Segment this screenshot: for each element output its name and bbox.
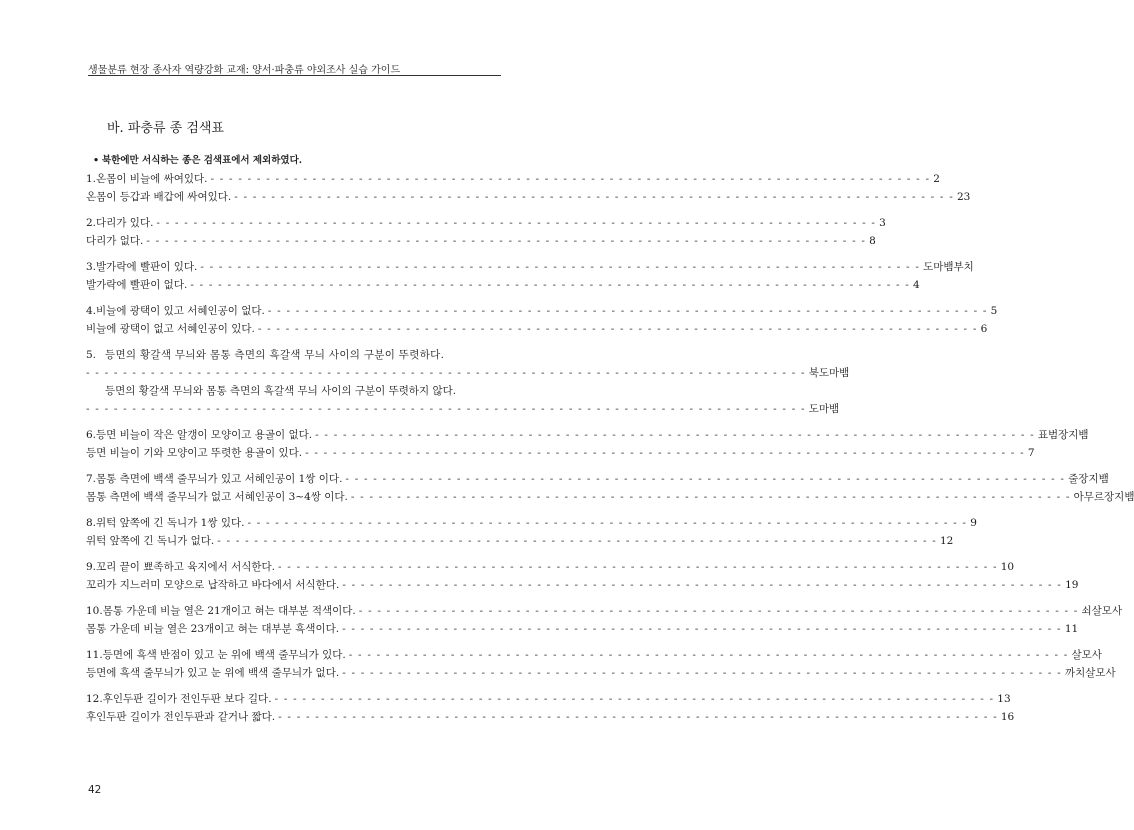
couplet-destination: 10 — [1000, 561, 1015, 573]
page-number: 42 — [88, 784, 102, 796]
couplet-destination: 7 — [1027, 447, 1035, 459]
couplet-text: 등면의 황갈색 무늬와 몸통 측면의 흑갈색 무늬 사이의 구분이 뚜렷하다. — [105, 349, 445, 361]
couplet-b — [86, 708, 1015, 726]
couplet-b — [86, 532, 954, 550]
dot-leader: - - - - - - - - - - - - - - - - - - - - - - - - - - - - - - - - - - - - - - - - - - - - - - - - - - - - - - - - - - - - - - - - - - - - - - - - - - - - - - — [200, 261, 921, 273]
couplet-destination: 북도마뱀 — [808, 367, 850, 379]
couplet-a — [86, 258, 974, 276]
couplet-number: 8. — [86, 517, 97, 529]
couplet-number: 12. — [86, 693, 103, 705]
couplet-b — [86, 276, 920, 294]
dot-leader: - - - - - - - - - - - - - - - - - - - - - - - - - - - - - - - - - - - - - - - - - - - - - - - - - - - - - - - - - - - - - - - - - - - - - - - - - - - - - - — [234, 191, 954, 203]
key-entry-12 — [86, 690, 1015, 726]
couplet-text: 비늘에 광택이 있고 서혜인공이 없다. — [96, 305, 265, 317]
couplet-number: 3. — [86, 261, 97, 273]
couplet-destination: 표범장지뱀 — [1037, 429, 1089, 441]
dot-leader: - - - - - - - - - - - - - - - - - - - - - - - - - - - - - - - - - - - - - - - - - - - - - - - - - - - - - - - - - - - - - - - - - - - - - - - - - - - - - - — [348, 649, 1069, 661]
dot-leader: - - - - - - - - - - - - - - - - - - - - - - - - - - - - - - - - - - - - - - - - - - - - - - - - - - - - - - - - - - - - - - - - - - - - - - - - - - - - - - — [278, 561, 998, 573]
dot-leader: - - - - - - - - - - - - - - - - - - - - - - - - - - - - - - - - - - - - - - - - - - - - - - - - - - - - - - - - - - - - - - - - - - - - - - - - - - - - - - — [358, 605, 1079, 617]
note — [93, 152, 302, 166]
dot-leader: - - - - - - - - - - - - - - - - - - - - - - - - - - - - - - - - - - - - - - - - - - - - - - - - - - - - - - - - - - - - - - - - - - - - - - - - - - - - - - — [86, 367, 806, 379]
couplet-destination: 5 — [990, 305, 998, 317]
couplet-number: 7. — [86, 473, 97, 485]
couplet-destination: 4 — [913, 279, 920, 291]
key-entry-2 — [86, 214, 886, 250]
couplet-text: 몸통 측면에 백색 줄무늬가 있고 서혜인공이 1쌍 이다. — [96, 473, 343, 485]
key-entry-11 — [86, 646, 1116, 682]
couplet-number: 1. — [86, 173, 97, 185]
couplet-text: 다리가 없다. — [86, 235, 144, 247]
couplet-text: 등면 비늘이 기와 모양이고 뚜렷한 용골이 있다. — [86, 447, 303, 459]
key-entry-8 — [86, 514, 977, 550]
couplet-destination: 아무르장지뱀 — [1073, 491, 1134, 503]
couplet-text: 후인두판 길이가 전인두판과 같거나 짧다. — [86, 711, 276, 723]
couplet-destination: 8 — [869, 235, 876, 247]
couplet-number: 2. — [86, 217, 97, 229]
couplet-destination: 12 — [940, 535, 954, 547]
key-entry-4 — [86, 302, 998, 338]
dot-leader: - - - - - - - - - - - - - - - - - - - - - - - - - - - - - - - - - - - - - - - - - - - - - - - - - - - - - - - - - - - - - - - - - - - - - - - - - - - - - - — [257, 323, 978, 335]
key-entry-7 — [86, 470, 1134, 506]
couplet-text: 등면에 흑색 반점이 있고 눈 위에 백색 줄무늬가 있다. — [102, 649, 346, 661]
key-entry-5 — [86, 346, 850, 418]
dot-leader: - - - - - - - - - - - - - - - - - - - - - - - - - - - - - - - - - - - - - - - - - - - - - - - - - - - - - - - - - - - - - - - - - - - - - - - - - - - - - - — [342, 623, 1062, 635]
note-text: 북한에만 서식하는 종은 검색표에서 제외하였다. — [102, 155, 303, 166]
dot-leader: - - - - - - - - - - - - - - - - - - - - - - - - - - - - - - - - - - - - - - - - - - - - - - - - - - - - - - - - - - - - - - - - - - - - - - - - - - - - - - — [156, 217, 877, 229]
dot-leader: - - - - - - - - - - - - - - - - - - - - - - - - - - - - - - - - - - - - - - - - - - - - - - - - - - - - - - - - - - - - - - - - - - - - - - - - - - - - - - — [217, 535, 937, 547]
couplet-destination: 6 — [980, 323, 988, 335]
bullet-icon: • — [93, 155, 100, 166]
couplet-number: 9. — [86, 561, 97, 573]
dot-leader: - - - - - - - - - - - - - - - - - - - - - - - - - - - - - - - - - - - - - - - - - - - - - - - - - - - - - - - - - - - - - - - - - - - - - - - - - - - - - - — [350, 491, 1071, 503]
couplet-text: 다리가 있다. — [96, 217, 154, 229]
couplet-text: 발가락에 빨판이 없다. — [86, 279, 188, 291]
couplet-destination: 도마뱀 — [808, 403, 840, 415]
couplet-b — [86, 444, 1035, 462]
dot-leader: - - - - - - - - - - - - - - - - - - - - - - - - - - - - - - - - - - - - - - - - - - - - - - - - - - - - - - - - - - - - - - - - - - - - - - - - - - - - - - — [210, 173, 931, 185]
couplet-text: 몸통 측면에 백색 줄무늬가 없고 서혜인공이 3~4쌍 이다. — [86, 491, 348, 503]
couplet-a — [86, 426, 1089, 444]
couplet-destination: 11 — [1064, 623, 1079, 635]
running-header: 생물분류 현장 종사자 역량강화 교재: 양서·파충류 야외조사 실습 가이드 — [88, 65, 401, 76]
couplet-destination: 3 — [879, 217, 886, 229]
dot-leader: - - - - - - - - - - - - - - - - - - - - - - - - - - - - - - - - - - - - - - - - - - - - - - - - - - - - - - - - - - - - - - - - - - - - - - - - - - - - - - — [342, 579, 1063, 591]
couplet-destination: 쇠살모사 — [1081, 605, 1123, 617]
couplet-b — [86, 320, 988, 338]
couplet-text: 온몸이 등갑과 배갑에 싸여있다. — [86, 191, 232, 203]
couplet-text: 온몸이 비늘에 싸여있다. — [96, 173, 208, 185]
key-entry-9 — [86, 558, 1079, 594]
key-entry-10 — [86, 602, 1123, 638]
dot-leader: - - - - - - - - - - - - - - - - - - - - - - - - - - - - - - - - - - - - - - - - - - - - - - - - - - - - - - - - - - - - - - - - - - - - - - - - - - - - - - — [274, 693, 995, 705]
couplet-a — [86, 602, 1123, 620]
dot-leader: - - - - - - - - - - - - - - - - - - - - - - - - - - - - - - - - - - - - - - - - - - - - - - - - - - - - - - - - - - - - - - - - - - - - - - - - - - - - - - — [278, 711, 998, 723]
couplet-destination: 도마뱀부치 — [923, 261, 974, 273]
dot-leader: - - - - - - - - - - - - - - - - - - - - - - - - - - - - - - - - - - - - - - - - - - - - - - - - - - - - - - - - - - - - - - - - - - - - - - - - - - - - - - — [315, 429, 1035, 441]
key-entry-1 — [86, 170, 971, 206]
dot-leader: - - - - - - - - - - - - - - - - - - - - - - - - - - - - - - - - - - - - - - - - - - - - - - - - - - - - - - - - - - - - - - - - - - - - - - - - - - - - - - — [146, 235, 867, 247]
dot-leader: - - - - - - - - - - - - - - - - - - - - - - - - - - - - - - - - - - - - - - - - - - - - - - - - - - - - - - - - - - - - - - - - - - - - - - - - - - - - - - — [267, 305, 988, 317]
couplet-text: 몸통 가운데 비늘 열은 23개이고 혀는 대부분 흑색이다. — [86, 623, 340, 635]
couplet-b — [86, 488, 1134, 506]
couplet-number: 10. — [86, 605, 103, 617]
dot-leader: - - - - - - - - - - - - - - - - - - - - - - - - - - - - - - - - - - - - - - - - - - - - - - - - - - - - - - - - - - - - - - - - - - - - - - - - - - - - - - — [247, 517, 968, 529]
section-title: 바. 파충류 종 검색표 — [107, 121, 224, 136]
couplet-destination: 19 — [1065, 579, 1079, 591]
dot-leader: - - - - - - - - - - - - - - - - - - - - - - - - - - - - - - - - - - - - - - - - - - - - - - - - - - - - - - - - - - - - - - - - - - - - - - - - - - - - - - — [190, 279, 911, 291]
couplet-a — [86, 514, 977, 532]
couplet-text: 꼬리가 지느러미 모양으로 납작하고 바다에서 서식한다. — [86, 579, 340, 591]
couplet-text: 위턱 앞쪽에 긴 독니가 없다. — [86, 535, 215, 547]
couplet-a — [86, 302, 998, 320]
couplet-text: 발가락에 빨판이 있다. — [96, 261, 198, 273]
key-list — [86, 170, 1134, 726]
couplet-a — [86, 690, 1011, 708]
couplet-number: 4. — [86, 305, 97, 317]
couplet-text: 비늘에 광택이 없고 서혜인공이 있다. — [86, 323, 255, 335]
couplet-destination: 23 — [956, 191, 971, 203]
couplet-b — [86, 188, 971, 206]
couplet-text: 후인두판 길이가 전인두판 보다 길다. — [102, 693, 272, 705]
couplet-b — [86, 576, 1079, 594]
couplet-a — [86, 214, 886, 232]
couplet-text: 꼬리 끝이 뾰족하고 육지에서 서식한다. — [96, 561, 276, 573]
couplet-destination: 살모사 — [1071, 649, 1102, 661]
couplet-destination: 13 — [997, 693, 1011, 705]
couplet-a — [86, 558, 1015, 576]
couplet-text: 몸통 가운데 비늘 열은 21개이고 혀는 대부분 적색이다. — [102, 605, 356, 617]
couplet-b — [86, 664, 1116, 682]
couplet-text: 위턱 앞쪽에 긴 독니가 1쌍 있다. — [96, 517, 245, 529]
couplet-text: 등면의 황갈색 무늬와 몸통 측면의 흑갈색 무늬 사이의 구분이 뚜렷하지 않다. — [105, 385, 457, 397]
key-entry-3 — [86, 258, 974, 294]
couplet-destination: 16 — [1000, 711, 1015, 723]
dot-leader: - - - - - - - - - - - - - - - - - - - - - - - - - - - - - - - - - - - - - - - - - - - - - - - - - - - - - - - - - - - - - - - - - - - - - - - - - - - - - - — [345, 473, 1066, 485]
couplet-a — [86, 170, 940, 188]
couplet-a — [86, 470, 1109, 488]
couplet-text: 등면 비늘이 작은 알갱이 모양이고 용골이 없다. — [96, 429, 313, 441]
key-entry-6 — [86, 426, 1089, 462]
couplet-destination: 줄장지뱀 — [1068, 473, 1109, 485]
couplet-destination: 2 — [933, 173, 940, 185]
header-rule — [88, 75, 501, 76]
couplet-b — [86, 232, 876, 250]
couplet-a — [86, 346, 518, 364]
dot-leader: - - - - - - - - - - - - - - - - - - - - - - - - - - - - - - - - - - - - - - - - - - - - - - - - - - - - - - - - - - - - - - - - - - - - - - - - - - - - - - — [342, 667, 1062, 679]
dot-leader: - - - - - - - - - - - - - - - - - - - - - - - - - - - - - - - - - - - - - - - - - - - - - - - - - - - - - - - - - - - - - - - - - - - - - - - - - - - - - - — [86, 403, 806, 415]
dot-leader: - - - - - - - - - - - - - - - - - - - - - - - - - - - - - - - - - - - - - - - - - - - - - - - - - - - - - - - - - - - - - - - - - - - - - - - - - - - - - - — [305, 447, 1025, 459]
couplet-destination: 9 — [970, 517, 977, 529]
couplet-number: 11. — [86, 649, 103, 661]
couplet-b — [86, 382, 518, 400]
couplet-number: 6. — [86, 429, 97, 441]
couplet-b — [86, 620, 1079, 638]
couplet-destination: 까치살모사 — [1064, 667, 1116, 679]
couplet-text: 등면에 흑색 줄무늬가 있고 눈 위에 백색 줄무늬가 없다. — [86, 667, 340, 679]
couplet-number: 5. — [86, 349, 97, 361]
couplet-a — [86, 646, 1102, 664]
